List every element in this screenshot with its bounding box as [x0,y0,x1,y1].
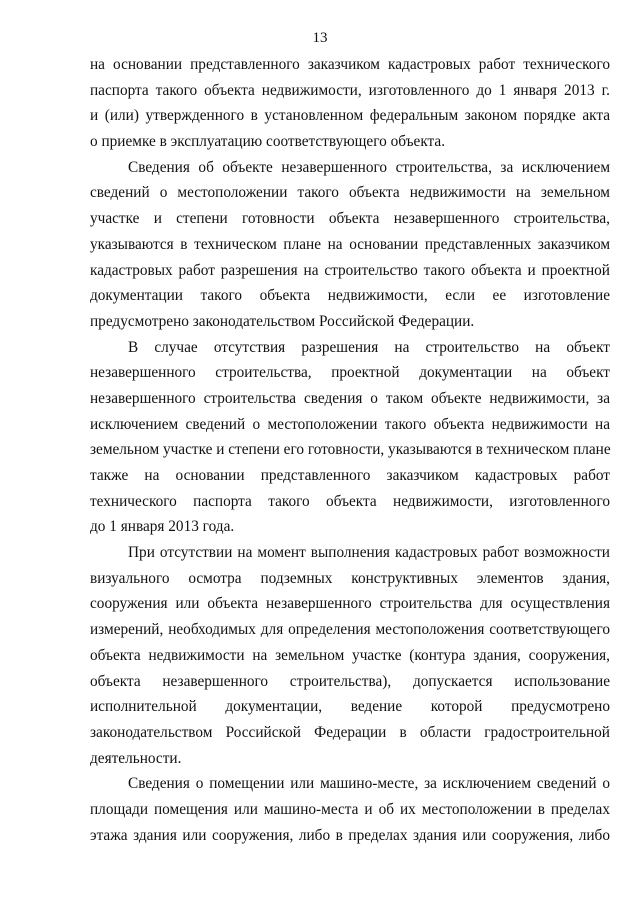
document-body [90,52,610,848]
text-line: сведений о местоположении такого объекта недвижимости на земельном [90,184,610,202]
text-line: исполнительной документации, ведение которой предусмотрено [90,698,610,716]
text-line: технического паспорта такого объекта недвижимости, изготовленного [90,492,610,510]
text-line: незавершенного строительства сведения о таком объекте недвижимости, за [90,389,610,407]
text-line: При отсутствии на момент выполнения кадастровых работ возможности [128,544,610,562]
text-line: визуального осмотра подземных конструктивных элементов здания, [90,569,610,587]
text-line: этажа здания или сооружения, либо в пределах здания или сооружения, либо [90,826,610,844]
text-line: Сведения об объекте незавершенного строительства, за исключением [128,158,610,176]
text-line: до 1 января 2013 года. [90,518,235,536]
text-line: также на основании представленного заказчиком кадастровых работ [90,467,610,484]
text-line: измерений, необходимых для определения местоположения соответствующего [90,621,610,639]
text-line: на основании представленного заказчиком кадастровых работ технического [90,56,610,73]
text-line: исключением сведений о местоположении такого объекта недвижимости на [90,415,610,433]
text-line: паспорта такого объекта недвижимости, изготовленного до 1 января 2013 г. [90,81,610,99]
text-line: незавершенного строительства, проектной документации на объект [90,364,610,382]
text-line: деятельности. [90,749,182,767]
text-line: указываются в техническом плане на основании представленных заказчиком [90,235,610,253]
text-line: площади помещения или машино-места и об их местоположении в пределах [90,800,610,818]
text-line: о приемке в эксплуатацию соответствующего объекта. [90,133,446,151]
text-line: земельном участке и степени его готовности, указываются в техническом плане [90,441,611,459]
text-line: объекта недвижимости на земельном участке (контура здания, сооружения, [90,646,610,664]
text-line: Сведения о помещении или машино-месте, за исключением сведений о [128,775,610,793]
text-line: В случае отсутствия разрешения на строительство на объект [128,338,610,356]
text-line: сооружения или объекта незавершенного строительства для осуществления [90,595,610,613]
page-number: 13 [312,30,328,46]
text-line: законодательством Российской Федерации в области градостроительной [90,723,610,741]
text-line: и (или) утвержденного в установленном федеральным законом порядке акта [90,107,610,125]
text-line: участке и степени готовности объекта незавершенного строительства, [90,210,610,228]
text-line: документации такого объекта недвижимости, если ее изготовление [90,287,610,305]
text-line: кадастровых работ разрешения на строительство такого объекта и проектной [90,261,610,279]
text-line: объекта незавершенного строительства), допускается использование [90,672,610,690]
text-line: предусмотрено законодательством Российской Федерации. [90,312,475,330]
